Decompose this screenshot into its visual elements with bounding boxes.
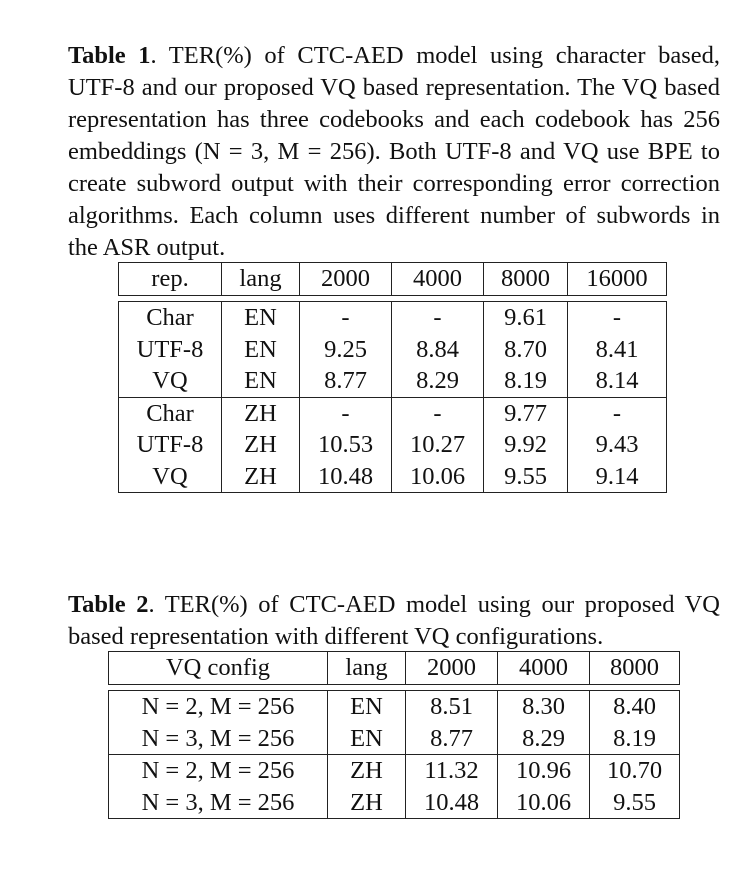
table1-header-row <box>118 262 667 296</box>
vq-config-cell: N = 2, M = 256 <box>108 690 328 723</box>
table-cell: ZH <box>328 754 406 787</box>
table-cell: EN <box>328 723 406 755</box>
table-cell: EN <box>328 690 406 723</box>
table2-header-row <box>108 651 680 685</box>
table1-caption-label: Table 1 <box>68 42 151 69</box>
table-cell: - <box>392 397 484 430</box>
table1-group-en <box>118 301 667 397</box>
table-row <box>118 397 667 430</box>
table-cell: 9.55 <box>590 787 680 820</box>
table-row <box>108 690 680 723</box>
table-cell: 8.77 <box>300 365 392 397</box>
table-cell: 8.40 <box>590 690 680 723</box>
table-cell: - <box>568 301 667 334</box>
table-cell: 8.70 <box>484 334 568 366</box>
table1-group-zh <box>118 397 667 494</box>
vq-config-cell: N = 2, M = 256 <box>108 754 328 787</box>
table-cell: 9.77 <box>484 397 568 430</box>
table-cell: VQ <box>118 365 222 397</box>
table2-caption-text: . TER(%) of CTC-AED model using our proposed VQ based representation with different VQ configurations. <box>68 591 720 650</box>
table-row <box>118 365 667 397</box>
table-cell: UTF-8 <box>118 334 222 366</box>
table-cell: 8.29 <box>498 723 590 755</box>
table1-caption <box>68 40 720 264</box>
table-cell: 8.19 <box>484 365 568 397</box>
table-cell: 8.29 <box>392 365 484 397</box>
table2-header-4000: 4000 <box>498 651 590 685</box>
table-cell: 10.27 <box>392 429 484 461</box>
table-cell: ZH <box>222 397 300 430</box>
table2-header-8000: 8000 <box>590 651 680 685</box>
table-cell: 8.14 <box>568 365 667 397</box>
table-cell: - <box>300 397 392 430</box>
table-cell: 9.92 <box>484 429 568 461</box>
table-cell: UTF-8 <box>118 429 222 461</box>
table-cell: Char <box>118 397 222 430</box>
table2-caption-label: Table 2 <box>68 591 149 618</box>
table-row <box>118 429 667 461</box>
table1-header-rep: rep. <box>118 262 222 296</box>
table-row <box>108 723 680 755</box>
table-cell: 10.06 <box>498 787 590 820</box>
table-row <box>118 461 667 494</box>
table1 <box>118 262 667 493</box>
table-cell: Char <box>118 301 222 334</box>
table-cell: - <box>300 301 392 334</box>
table-cell: EN <box>222 301 300 334</box>
table2 <box>108 651 680 819</box>
table-cell: 8.41 <box>568 334 667 366</box>
table-row <box>118 334 667 366</box>
table2-header-2000: 2000 <box>406 651 498 685</box>
table-cell: 10.06 <box>392 461 484 494</box>
table1-header-2000: 2000 <box>300 262 392 296</box>
table-cell: VQ <box>118 461 222 494</box>
vq-config-cell: N = 3, M = 256 <box>108 723 328 755</box>
table-cell: 9.14 <box>568 461 667 494</box>
table-cell: - <box>392 301 484 334</box>
table-cell: EN <box>222 334 300 366</box>
table2-caption <box>68 589 720 653</box>
table-row <box>118 301 667 334</box>
table-cell: 9.43 <box>568 429 667 461</box>
table-cell: 9.61 <box>484 301 568 334</box>
table-row <box>108 754 680 787</box>
table-cell: ZH <box>222 429 300 461</box>
table-cell: 10.96 <box>498 754 590 787</box>
table-cell: ZH <box>222 461 300 494</box>
table-cell: ZH <box>328 787 406 820</box>
table1-header-8000: 8000 <box>484 262 568 296</box>
table1-header-16000: 16000 <box>568 262 667 296</box>
table-cell: 10.70 <box>590 754 680 787</box>
table1-caption-text: . TER(%) of CTC-AED model using character based, UTF-8 and our proposed VQ based representation. The VQ based representation has three codebooks and each codebook has 256 embeddings (N = 3, M = 256). Both UTF-8 and VQ use BPE to create subword output with their corresponding error correction algorithms. Each column uses different number of subwords in the ASR output. <box>68 42 720 261</box>
table-cell: EN <box>222 365 300 397</box>
table-cell: 10.48 <box>406 787 498 820</box>
table2-group-zh <box>108 754 680 819</box>
table2-header-lang: lang <box>328 651 406 685</box>
table-cell: 8.77 <box>406 723 498 755</box>
table-cell: 9.25 <box>300 334 392 366</box>
table2-header-vq-config: VQ config <box>108 651 328 685</box>
table1-header-4000: 4000 <box>392 262 484 296</box>
vq-config-cell: N = 3, M = 256 <box>108 787 328 820</box>
table-cell: 8.84 <box>392 334 484 366</box>
table-cell: 10.53 <box>300 429 392 461</box>
table-cell: 9.55 <box>484 461 568 494</box>
table-row <box>108 787 680 820</box>
table2-group-en <box>108 690 680 754</box>
table-cell: - <box>568 397 667 430</box>
table-cell: 8.30 <box>498 690 590 723</box>
table-cell: 11.32 <box>406 754 498 787</box>
table1-header-lang: lang <box>222 262 300 296</box>
table-cell: 8.51 <box>406 690 498 723</box>
table-cell: 10.48 <box>300 461 392 494</box>
table-cell: 8.19 <box>590 723 680 755</box>
